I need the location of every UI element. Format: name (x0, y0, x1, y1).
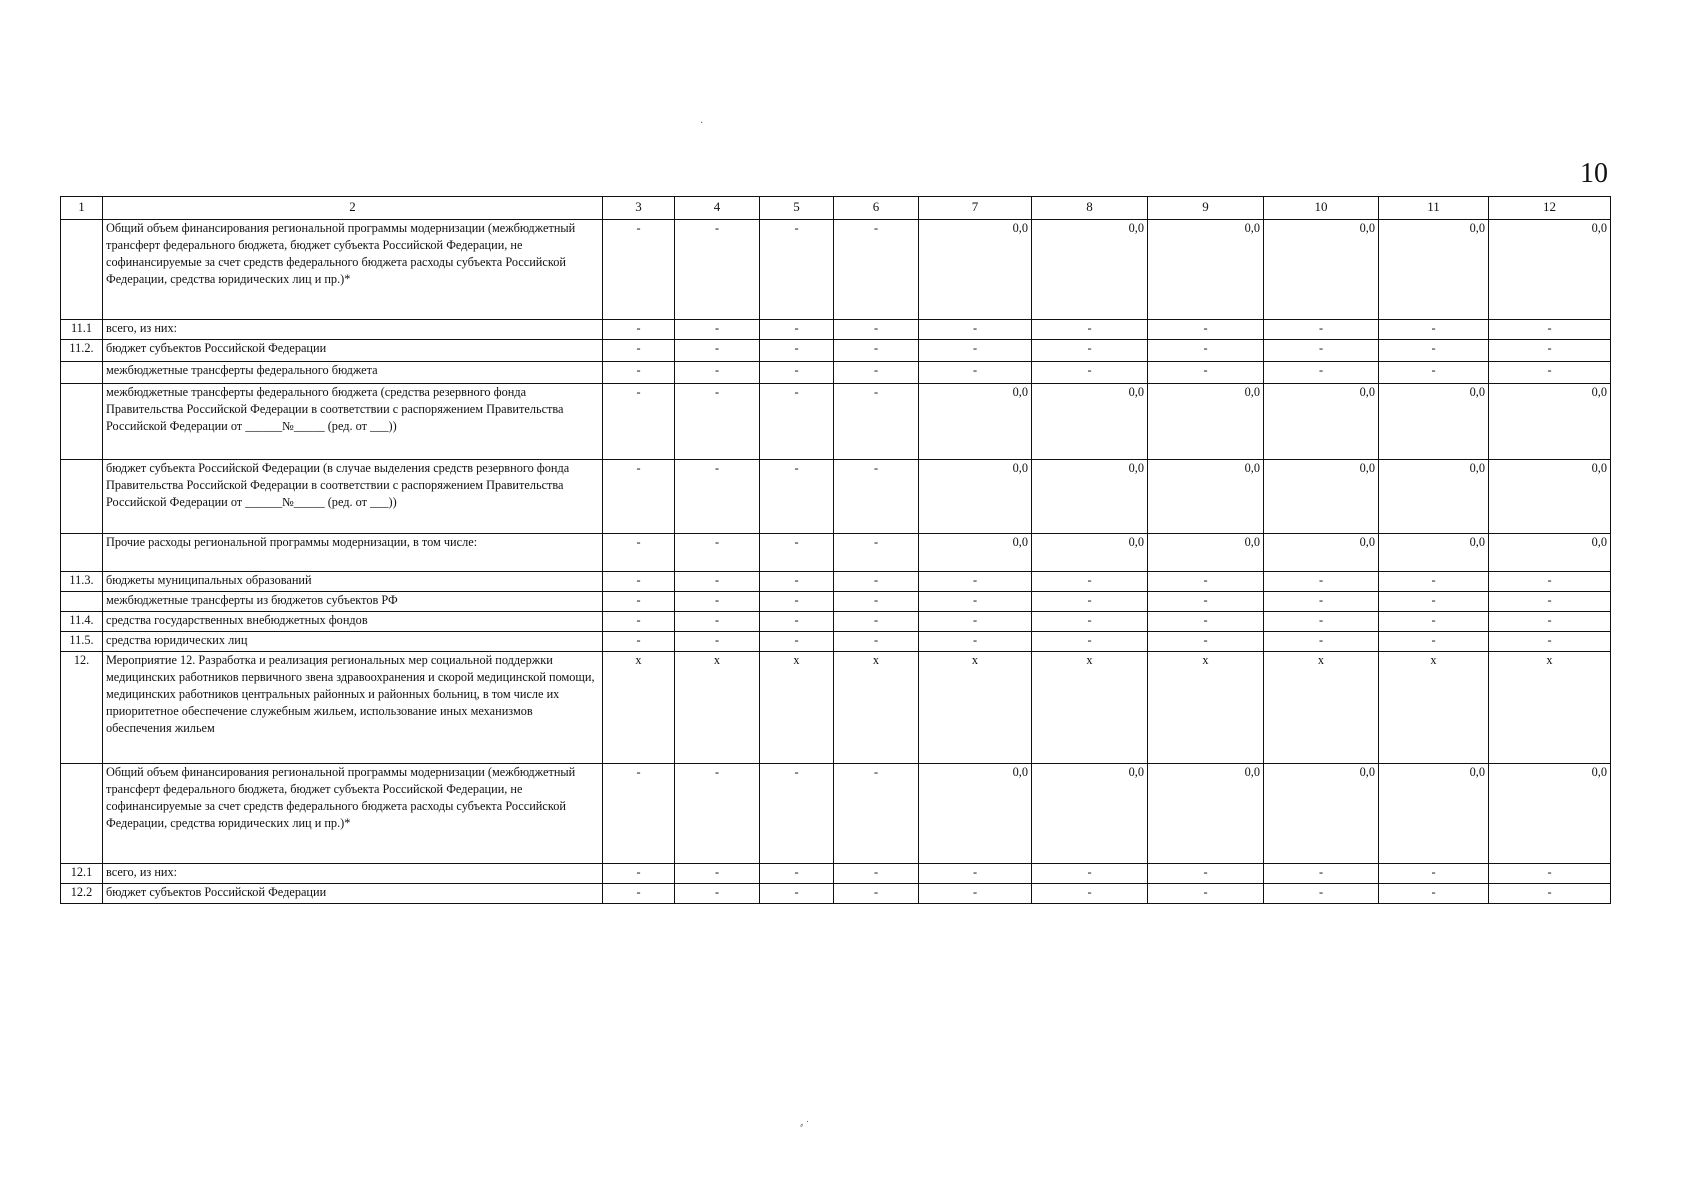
page-number: 10 (1580, 158, 1608, 189)
value-cell: 0,0 (919, 460, 1032, 534)
value-cell: - (834, 384, 919, 460)
value-cell: - (760, 384, 834, 460)
column-header: 7 (919, 197, 1032, 220)
row-number: 12.1 (61, 864, 103, 884)
value-cell: - (1489, 340, 1611, 362)
value-cell: х (1264, 652, 1379, 764)
row-number (61, 362, 103, 384)
value-cell: - (834, 362, 919, 384)
value-cell: 0,0 (1379, 460, 1489, 534)
value-cell: - (1489, 362, 1611, 384)
value-cell: - (919, 884, 1032, 904)
column-header: 8 (1032, 197, 1148, 220)
value-cell: х (919, 652, 1032, 764)
row-description: всего, из них: (103, 320, 603, 340)
value-cell: - (834, 632, 919, 652)
value-cell: - (1489, 612, 1611, 632)
value-cell: - (1379, 884, 1489, 904)
row-description: средства юридических лиц (103, 632, 603, 652)
value-cell: 0,0 (1264, 384, 1379, 460)
row-number: 12.2 (61, 884, 103, 904)
table-row (61, 884, 1611, 904)
value-cell: х (1032, 652, 1148, 764)
value-cell: - (1032, 340, 1148, 362)
row-number (61, 764, 103, 864)
value-cell: - (603, 460, 675, 534)
value-cell: - (760, 884, 834, 904)
value-cell: - (834, 592, 919, 612)
value-cell: 0,0 (1379, 534, 1489, 572)
value-cell: 0,0 (1148, 764, 1264, 864)
value-cell: - (1148, 632, 1264, 652)
value-cell: 0,0 (1379, 220, 1489, 320)
value-cell: - (760, 320, 834, 340)
value-cell: - (1032, 592, 1148, 612)
value-cell: 0,0 (1264, 460, 1379, 534)
value-cell: - (1379, 572, 1489, 592)
value-cell: 0,0 (1489, 220, 1611, 320)
value-cell: - (919, 864, 1032, 884)
value-cell: - (834, 612, 919, 632)
column-header: 3 (603, 197, 675, 220)
column-header: 12 (1489, 197, 1611, 220)
row-number: 11.3. (61, 572, 103, 592)
value-cell: 0,0 (919, 534, 1032, 572)
value-cell: х (1379, 652, 1489, 764)
value-cell: - (1379, 340, 1489, 362)
value-cell: 0,0 (1148, 534, 1264, 572)
row-number: 11.1 (61, 320, 103, 340)
column-header: 1 (61, 197, 103, 220)
row-number (61, 384, 103, 460)
value-cell: - (1264, 340, 1379, 362)
value-cell: - (603, 764, 675, 864)
row-number (61, 534, 103, 572)
value-cell: х (675, 652, 760, 764)
value-cell: - (1032, 632, 1148, 652)
value-cell: - (760, 460, 834, 534)
value-cell: - (1489, 632, 1611, 652)
value-cell: - (1379, 320, 1489, 340)
value-cell: х (1489, 652, 1611, 764)
value-cell: - (919, 632, 1032, 652)
value-cell: - (1489, 864, 1611, 884)
row-number (61, 220, 103, 320)
value-cell: 0,0 (1148, 460, 1264, 534)
value-cell: - (760, 764, 834, 864)
value-cell: - (834, 320, 919, 340)
row-number: 12. (61, 652, 103, 764)
value-cell: - (675, 362, 760, 384)
value-cell: - (1032, 884, 1148, 904)
value-cell: - (675, 534, 760, 572)
value-cell: - (760, 572, 834, 592)
value-cell: - (675, 864, 760, 884)
value-cell: 0,0 (1032, 220, 1148, 320)
value-cell: - (675, 460, 760, 534)
value-cell: 0,0 (1489, 764, 1611, 864)
row-description: межбюджетные трансферты из бюджетов субъектов РФ (103, 592, 603, 612)
value-cell: х (760, 652, 834, 764)
scan-speck: ⸗ ˙ (800, 1120, 810, 1131)
value-cell: - (1264, 572, 1379, 592)
row-description: Прочие расходы региональной программы модернизации, в том числе: (103, 534, 603, 572)
value-cell: 0,0 (1148, 384, 1264, 460)
row-number: 11.2. (61, 340, 103, 362)
scan-speck: · (700, 118, 704, 129)
value-cell: - (675, 632, 760, 652)
value-cell: - (1264, 612, 1379, 632)
value-cell: - (760, 362, 834, 384)
value-cell: - (1264, 864, 1379, 884)
value-cell: - (675, 884, 760, 904)
value-cell: - (1148, 884, 1264, 904)
value-cell: - (1032, 320, 1148, 340)
value-cell: - (1148, 340, 1264, 362)
row-description: межбюджетные трансферты федерального бюджета (103, 362, 603, 384)
value-cell: 0,0 (919, 764, 1032, 864)
row-description: бюджеты муниципальных образований (103, 572, 603, 592)
value-cell: - (834, 220, 919, 320)
value-cell: - (1489, 884, 1611, 904)
value-cell: - (1032, 864, 1148, 884)
value-cell: - (603, 220, 675, 320)
column-header: 5 (760, 197, 834, 220)
table-row (61, 362, 1611, 384)
table-row (61, 764, 1611, 864)
row-description: всего, из них: (103, 864, 603, 884)
value-cell: 0,0 (1032, 384, 1148, 460)
row-number (61, 460, 103, 534)
value-cell: - (1264, 632, 1379, 652)
value-cell: - (1148, 592, 1264, 612)
value-cell: - (1264, 592, 1379, 612)
row-description: межбюджетные трансферты федерального бюджета (средства резервного фонда Правительства Российской Федерации в соответствии с распоряжением Правительства Российской Федерации от ______№_____ (ред. от ___)) (103, 384, 603, 460)
value-cell: 0,0 (1379, 384, 1489, 460)
value-cell: - (675, 612, 760, 632)
table-row (61, 632, 1611, 652)
value-cell: - (1489, 320, 1611, 340)
row-description: Общий объем финансирования региональной программы модернизации (межбюджетный трансферт федерального бюджета, бюджет субъекта Российской Федерации, не софинансируемые за счет средств федерального бюджета расходы субъекта Российской Федерации, средства юридических лиц и пр.)* (103, 220, 603, 320)
column-header: 10 (1264, 197, 1379, 220)
column-header: 4 (675, 197, 760, 220)
value-cell: - (760, 340, 834, 362)
value-cell: - (1379, 592, 1489, 612)
table-header-row (61, 197, 1611, 220)
row-number: 11.4. (61, 612, 103, 632)
value-cell: - (1264, 884, 1379, 904)
value-cell: - (1148, 864, 1264, 884)
row-description: бюджет субъектов Российской Федерации (103, 884, 603, 904)
table-row (61, 340, 1611, 362)
value-cell: - (834, 460, 919, 534)
value-cell: - (919, 362, 1032, 384)
value-cell: х (603, 652, 675, 764)
value-cell: - (1148, 572, 1264, 592)
value-cell: - (760, 220, 834, 320)
value-cell: 0,0 (1379, 764, 1489, 864)
row-number: 11.5. (61, 632, 103, 652)
value-cell: - (1148, 362, 1264, 384)
value-cell: - (919, 320, 1032, 340)
value-cell: - (603, 384, 675, 460)
value-cell: - (603, 340, 675, 362)
value-cell: - (834, 864, 919, 884)
value-cell: - (1264, 362, 1379, 384)
value-cell: - (1489, 572, 1611, 592)
value-cell: - (1379, 612, 1489, 632)
value-cell: 0,0 (1264, 534, 1379, 572)
table-row (61, 534, 1611, 572)
column-header: 2 (103, 197, 603, 220)
value-cell: 0,0 (1489, 534, 1611, 572)
table-row (61, 384, 1611, 460)
value-cell: 0,0 (1148, 220, 1264, 320)
value-cell: 0,0 (1264, 220, 1379, 320)
value-cell: - (603, 534, 675, 572)
value-cell: - (603, 572, 675, 592)
value-cell: - (834, 764, 919, 864)
value-cell: - (834, 534, 919, 572)
table-row (61, 220, 1611, 320)
value-cell: 0,0 (1489, 384, 1611, 460)
column-header: 11 (1379, 197, 1489, 220)
value-cell: - (760, 864, 834, 884)
value-cell: - (919, 572, 1032, 592)
financing-table (60, 196, 1611, 904)
value-cell: - (1032, 362, 1148, 384)
column-header: 6 (834, 197, 919, 220)
table-row (61, 592, 1611, 612)
row-number (61, 592, 103, 612)
value-cell: - (603, 864, 675, 884)
value-cell: - (1489, 592, 1611, 612)
value-cell: - (675, 220, 760, 320)
value-cell: - (760, 632, 834, 652)
value-cell: - (603, 320, 675, 340)
value-cell: х (834, 652, 919, 764)
value-cell: - (675, 340, 760, 362)
value-cell: - (603, 592, 675, 612)
value-cell: 0,0 (919, 384, 1032, 460)
value-cell: - (1148, 320, 1264, 340)
table-row (61, 320, 1611, 340)
table-row (61, 612, 1611, 632)
value-cell: 0,0 (1032, 534, 1148, 572)
value-cell: - (919, 592, 1032, 612)
value-cell: - (603, 884, 675, 904)
value-cell: х (1148, 652, 1264, 764)
row-description: бюджет субъекта Российской Федерации (в случае выделения средств резервного фонда Правительства Российской Федерации в соответствии с распоряжением Правительства Российской Федерации от ______№_____ (ред. от ___)) (103, 460, 603, 534)
value-cell: 0,0 (1264, 764, 1379, 864)
value-cell: - (1379, 864, 1489, 884)
value-cell: - (1032, 612, 1148, 632)
value-cell: - (1379, 632, 1489, 652)
table-row (61, 572, 1611, 592)
value-cell: - (760, 612, 834, 632)
value-cell: - (760, 592, 834, 612)
value-cell: - (1032, 572, 1148, 592)
value-cell: 0,0 (1489, 460, 1611, 534)
value-cell: - (1264, 320, 1379, 340)
value-cell: - (834, 340, 919, 362)
table-row (61, 460, 1611, 534)
value-cell: 0,0 (1032, 764, 1148, 864)
row-description: бюджет субъектов Российской Федерации (103, 340, 603, 362)
value-cell: - (1379, 362, 1489, 384)
row-description: Общий объем финансирования региональной программы модернизации (межбюджетный трансферт федерального бюджета, бюджет субъекта Российской Федерации, не софинансируемые за счет средств федерального бюджета расходы субъекта Российской Федерации, средства юридических лиц и пр.)* (103, 764, 603, 864)
value-cell: - (675, 572, 760, 592)
value-cell: - (603, 632, 675, 652)
value-cell: - (919, 340, 1032, 362)
value-cell: - (675, 384, 760, 460)
column-header: 9 (1148, 197, 1264, 220)
table-row (61, 652, 1611, 764)
value-cell: - (834, 572, 919, 592)
value-cell: - (760, 534, 834, 572)
value-cell: - (603, 612, 675, 632)
value-cell: 0,0 (919, 220, 1032, 320)
row-description: средства государственных внебюджетных фондов (103, 612, 603, 632)
value-cell: - (675, 592, 760, 612)
table-row (61, 864, 1611, 884)
value-cell: - (603, 362, 675, 384)
value-cell: - (834, 884, 919, 904)
value-cell: 0,0 (1032, 460, 1148, 534)
value-cell: - (675, 764, 760, 864)
value-cell: - (919, 612, 1032, 632)
value-cell: - (1148, 612, 1264, 632)
value-cell: - (675, 320, 760, 340)
row-description: Мероприятие 12. Разработка и реализация региональных мер социальной поддержки медицинских работников первичного звена здравоохранения и скорой медицинской помощи, медицинских работников центральных районных и районных больниц, в том числе их приоритетное обеспечение служебным жильем, использование иных механизмов обеспечения жильем (103, 652, 603, 764)
